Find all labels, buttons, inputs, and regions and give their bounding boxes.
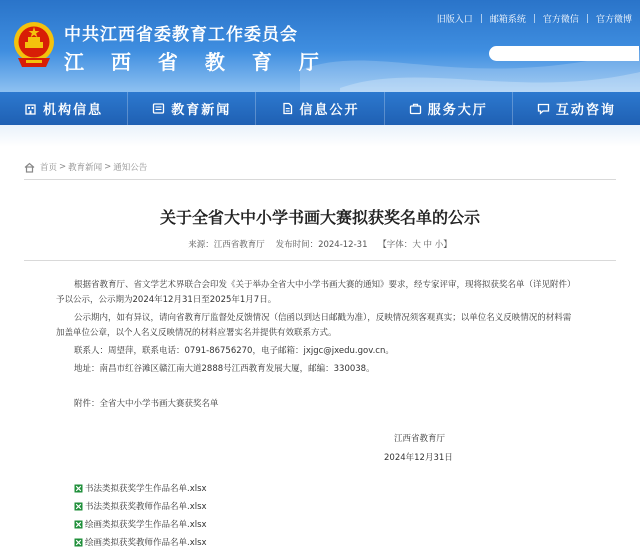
old-version-link[interactable]: 旧版入口: [436, 15, 473, 25]
official-weibo-link[interactable]: 官方微博: [595, 15, 632, 25]
attachment-file[interactable]: [74, 518, 207, 530]
font-size-small[interactable]: 小: [434, 240, 444, 250]
nav-item-info-disclosure[interactable]: [255, 92, 383, 125]
nav-item-interactive-consult[interactable]: [512, 92, 640, 125]
nav-label: 服务大厅: [427, 103, 488, 118]
nav-item-institution[interactable]: [0, 92, 127, 125]
paragraph-1-line-2: 予以公示，公示期为2024年12月31日至2025年1月7日。: [56, 295, 277, 305]
attachment-file[interactable]: [74, 500, 207, 512]
nav-label: 互动咨询: [555, 103, 616, 118]
address-line: 地址：南昌市红谷滩区赣江南大道2888号江西教育发展大厦，邮编：330038。: [74, 364, 375, 374]
excel-file-icon: [74, 538, 83, 547]
paragraph-2-line-1: 公示期内，如有异议，请向省教育厅监督处反馈情况（信函以到达日邮戳为准），反映情况须客观真实；以单位名义反映情况的材料需: [74, 313, 572, 323]
breadcrumb-home[interactable]: 首页: [40, 163, 58, 173]
attachment-file-name: 绘画类拟获奖教师作品名单.xlsx: [85, 538, 207, 548]
news-icon: [152, 102, 165, 115]
department-title: 江 西 省 教 育 厅: [64, 50, 329, 74]
excel-file-icon: [74, 502, 83, 511]
committee-title: 中共江西省委教育工作委员会: [64, 25, 298, 45]
attachment-file[interactable]: [74, 536, 207, 548]
nav-shadow-strip: [0, 125, 640, 147]
chat-icon: [537, 102, 550, 115]
main-nav: [0, 92, 640, 125]
breadcrumb: 首页 > 教育新闻 > 通知公告: [24, 161, 147, 173]
service-icon: [409, 102, 422, 115]
article-meta: 来源：江西省教育厅 发布时间：2024-12-31 【字体：大 中 小】: [188, 240, 452, 250]
building-icon: [24, 102, 37, 115]
breadcrumb-notices[interactable]: 通知公告: [113, 163, 148, 173]
breadcrumb-news[interactable]: 教育新闻: [68, 163, 103, 173]
meta-divider: [24, 260, 616, 261]
publish-date: 2024-12-31: [318, 240, 368, 250]
font-size-large[interactable]: 大: [412, 240, 421, 250]
signer-name: 江西省教育厅: [394, 434, 446, 444]
top-links: 旧版入口 | 邮箱系统 | 官方微信 | 官方微博: [436, 13, 632, 25]
attachment-file-name: 书法类拟获奖学生作品名单.xlsx: [85, 484, 207, 494]
excel-file-icon: [74, 520, 83, 529]
attachment-file-name: 绘画类拟获奖学生作品名单.xlsx: [85, 520, 207, 530]
party-emblem-icon: [12, 20, 56, 70]
nav-label: 教育新闻: [171, 103, 232, 118]
home-icon: [24, 162, 35, 173]
nav-item-education-news[interactable]: [127, 92, 255, 125]
document-icon: [281, 102, 294, 115]
nav-label: 信息公开: [299, 103, 360, 118]
paragraph-2-line-2: 加盖单位公章，以个人名义反映情况的材料应署实名并提供有效联系方式。: [56, 328, 337, 338]
official-wechat-link[interactable]: 官方微信: [542, 15, 579, 25]
attachment-file-name: 书法类拟获奖教师作品名单.xlsx: [85, 502, 207, 512]
font-size-medium[interactable]: 中: [423, 240, 433, 250]
mail-system-link[interactable]: 邮箱系统: [489, 15, 526, 25]
contact-line: 联系人：周望萍，联系电话：0791-86756270，电子邮箱：jxjgc@jxedu.gov.cn。: [74, 346, 394, 356]
excel-file-icon: [74, 484, 83, 493]
paragraph-1-line-1: 根据省教育厅、省文学艺术界联合会印发《关于举办全省大中小学书画大赛的通知》要求，经专家评审，现将拟获奖名单（详见附件）: [74, 280, 576, 290]
search-input[interactable]: [489, 46, 639, 61]
nav-label: 机构信息: [43, 103, 104, 118]
site-header: [0, 0, 640, 92]
article-title: 关于全省大中小学书画大赛拟获奖名单的公示: [159, 208, 480, 227]
attachment-file[interactable]: [74, 482, 207, 494]
nav-item-service-hall[interactable]: [384, 92, 512, 125]
sign-date: 2024年12月31日: [384, 453, 453, 463]
source-value: 江西省教育厅: [213, 240, 265, 250]
breadcrumb-divider: [24, 179, 616, 180]
attachment-label: 附件：全省大中小学书画大赛获奖名单: [74, 399, 219, 409]
